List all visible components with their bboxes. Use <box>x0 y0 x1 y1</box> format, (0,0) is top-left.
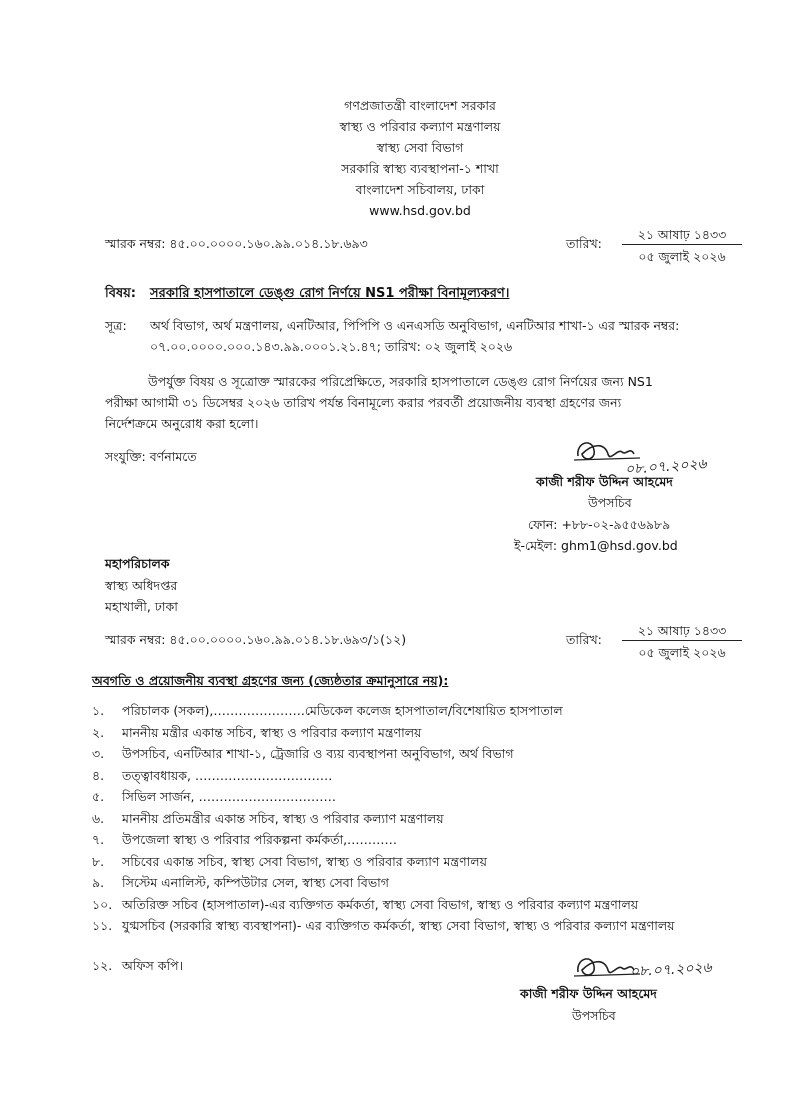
list-item-number: ৪. <box>92 767 105 783</box>
signatory-email: ই-মেইল: ghm1@hsd.gov.bd <box>514 538 678 553</box>
list-item <box>92 743 732 765</box>
subject-label: বিষয়: <box>105 286 136 301</box>
list-item-text: সচিবের একান্ত সচিব, স্বাস্থ্য সেবা বিভাগ, স্বাস্থ্য ও পরিবার কল্যাণ মন্ত্রণালয় <box>122 853 487 869</box>
list-item-number: ৯. <box>92 875 105 890</box>
body-line-3: নির্দেশক্রমে অনুরোধ করা হলো। <box>105 416 259 431</box>
date-english-copy: ০৫ জুলাই ২০২৬ <box>638 645 726 660</box>
list-item-number: ১২. <box>92 958 113 973</box>
list-item <box>92 786 732 808</box>
list-item-number: ৮. <box>92 853 105 869</box>
list-item <box>92 894 732 916</box>
body-line-1: উপর্যুক্ত বিষয় ও সূত্রোক্ত স্মারকের পরিপ্রেক্ষিতে, সরকারি হাসপাতালে ডেঙ্গু রোগ নির্ণয়ের জন্য NS1 <box>148 374 653 389</box>
memo-number-copy: স্মারক নম্বর: ৪৫.০০.০০০০.১৬০.৯৯.০১৪.১৮.৬৯৩/১(১২) <box>105 632 407 647</box>
list-item-text: অফিস কপি। <box>122 958 184 973</box>
list-item-number: ১১. <box>92 918 113 933</box>
signatory-phone: ফোন: +৮৮-০২-৯৫৫৬৯৮৯ <box>528 517 671 532</box>
reference-line-1: অর্থ বিভাগ, অর্থ মন্ত্রণালয়, এনটিআর, পিপিপি ও এনএসডি অনুবিভাগ, এনটিআর শাখা-১ এর স্মারক নম্বর: <box>150 318 680 333</box>
list-item <box>92 808 732 830</box>
body-line-2: পরীক্ষা আগামী ৩১ ডিসেম্বর ২০২৬ তারিখ পর্যন্ত বিনামূল্যে করার পরবর্তী প্রয়োজনীয় ব্যবস্থা গ্রহণের জন্য <box>105 395 622 410</box>
date-english: ০৫ জুলাই ২০২৬ <box>638 249 726 264</box>
date-bangla: ২১ আষাঢ় ১৪৩৩ <box>622 226 742 245</box>
list-item-text: উপসচিব, এনটিআর শাখা-১, ট্রেজারি ও ব্যয় ব্যবস্থাপনা অনুবিভাগ, অর্থ বিভাগ <box>122 746 514 761</box>
list-item-number: ১০. <box>92 896 113 912</box>
subject-text: সরকারি হাসপাতালে ডেঙ্গু রোগ নির্ণয়ে NS1 পরীক্ষা বিনামূল্যকরণ। <box>150 286 510 301</box>
list-item-text: যুগ্মসচিব (সরকারি স্বাস্থ্য ব্যবস্থাপনা)- এর ব্যক্তিগত কর্মকর্তা, স্বাস্থ্য সেবা বিভাগ, স্বাস্থ্য ও পরিবার কল্যাণ মন্ত্রণালয় <box>122 918 675 933</box>
recipient-title: মহাপরিচালক <box>105 556 170 571</box>
list-item-text: উপজেলা স্বাস্থ্য ও পরিবার পরিকল্পনা কর্মকর্তা,………… <box>122 832 398 847</box>
list-item-text: মাননীয় প্রতিমন্ত্রীর একান্ত সচিব, স্বাস্থ্য ও পরিবার কল্যাণ মন্ত্রণালয় <box>122 810 444 826</box>
list-item-number: ৫. <box>92 789 105 804</box>
signatory-name: কাজী শরীফ উদ্দিন আহমেদ <box>536 474 673 489</box>
list-item-number: ৩. <box>92 746 105 761</box>
list-item <box>92 722 732 744</box>
letterhead-line-branch: সরকারি স্বাস্থ্য ব্যবস্থাপনা-১ শাখা <box>341 161 499 176</box>
handwritten-date: ০৮.০৭.২০২৬ <box>624 456 708 478</box>
letterhead-line-government: গণপ্রজাতন্ত্রী বাংলাদেশ সরকার <box>344 98 496 113</box>
recipient-office: স্বাস্থ্য অধিদপ্তর <box>105 578 178 593</box>
list-item-text: অতিরিক্ত সচিব (হাসপাতাল)-এর ব্যক্তিগত কর্মকর্তা, স্বাস্থ্য সেবা বিভাগ, স্বাস্থ্য ও পরিবার কল্যাণ মন্ত্রণালয় <box>122 896 639 912</box>
list-item-number: ১. <box>92 703 105 718</box>
list-item <box>92 872 732 894</box>
memo-number: স্মারক নম্বর: ৪৫.০০.০০০০.১৬০.৯৯.০১৪.১৮.৬৯৩ <box>105 236 368 251</box>
letterhead-line-address: বাংলাদেশ সচিবালয়, ঢাকা <box>355 182 485 197</box>
attachment-note: সংযুক্তি: বর্ণনামতে <box>105 449 197 464</box>
list-item <box>92 765 732 787</box>
list-item-text: মাননীয় মন্ত্রীর একান্ত সচিব, স্বাস্থ্য ও পরিবার কল্যাণ মন্ত্রণালয় <box>122 724 422 740</box>
list-item <box>92 851 732 873</box>
reference-label: সূত্র: <box>105 318 127 333</box>
letterhead <box>300 95 540 221</box>
reference-line-2: ০৭.০০.০০০০.০০০.১৪৩.৯৯.০০০১.২১.৪৭; তারিখ: ০২ জুলাই ২০২৬ <box>150 339 513 354</box>
list-item-text: সিস্টেম এনালিস্ট, কম্পিউটার সেল, স্বাস্থ্য সেবা বিভাগ <box>122 875 389 890</box>
letterhead-line-division: স্বাস্থ্য সেবা বিভাগ <box>376 140 464 155</box>
distribution-heading: অবগতি ও প্রয়োজনীয় ব্যবস্থা গ্রহণের জন্য (জ্যেষ্ঠতার ক্রমানুসারে নয়): <box>92 673 449 688</box>
list-item-number: ৬. <box>92 810 105 826</box>
date-label: তারিখ: <box>566 236 602 251</box>
list-item-text: সিভিল সার্জন, …………………………… <box>122 789 336 804</box>
distribution-list <box>92 700 732 977</box>
list-item <box>92 829 732 851</box>
signatory-designation: উপসচিব <box>572 1008 616 1023</box>
date-label-copy: তারিখ: <box>566 632 602 647</box>
list-item-text: পরিচালক (সকল),………………….মেডিকেল কলেজ হাসপাতাল/বিশেষায়িত হাসপাতাল <box>122 703 563 718</box>
letterhead-website: www.hsd.gov.bd <box>369 203 471 218</box>
letterhead-line-ministry: স্বাস্থ্য ও পরিবার কল্যাণ মন্ত্রণালয় <box>339 119 501 134</box>
list-item-number: ২. <box>92 724 105 740</box>
list-item-text: তত্ত্বাবধায়ক, …………………………… <box>122 767 333 783</box>
recipient-address: মহাখালী, ঢাকা <box>105 599 178 614</box>
signatory-name: কাজী শরীফ উদ্দিন আহমেদ <box>520 986 657 1001</box>
list-item <box>92 700 732 722</box>
handwritten-date: ০৮.০৭.২০২৬ <box>629 959 713 981</box>
signatory-designation: উপসচিব <box>588 495 632 510</box>
list-item-number: ৭. <box>92 832 105 847</box>
date-bangla-copy: ২১ আষাঢ় ১৪৩৩ <box>622 622 742 641</box>
